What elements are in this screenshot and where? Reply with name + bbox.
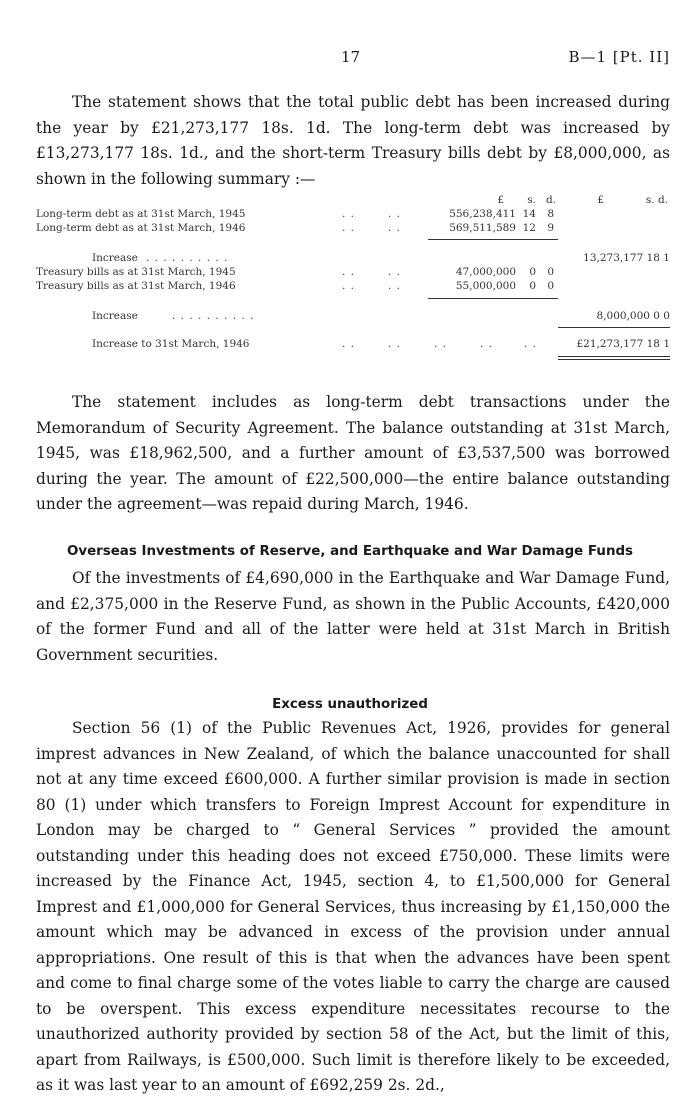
leader-dots: . . <box>524 338 538 350</box>
pence-value: 9 <box>547 222 554 234</box>
header-pounds: £ <box>497 194 504 206</box>
pence-value: 0 <box>547 280 554 292</box>
row-label: Increase to 31st March, 1946 <box>92 338 250 350</box>
row-label: Increase <box>92 310 138 322</box>
leader-dots: . . <box>388 280 402 292</box>
header-shillings: s. <box>527 194 536 206</box>
leader-dots: . . <box>388 338 402 350</box>
row-treasury-1945 <box>36 266 672 280</box>
row-treasury-increase <box>36 310 672 324</box>
shillings-value: 0 <box>529 280 536 292</box>
leader-dots: . . <box>388 266 402 278</box>
leader-dots: . . <box>342 266 356 278</box>
row-label: Treasury bills as at 31st March, 1945 <box>36 266 236 278</box>
pounds-value: 556,238,411 <box>449 208 516 220</box>
leader-dots: . . <box>388 222 402 234</box>
leader-dots: . . <box>480 338 494 350</box>
row-treasury-1946 <box>36 280 672 294</box>
header-pence: d. <box>545 194 556 206</box>
overseas-paragraph: Of the investments of £4,690,000 in the Earthquake and War Damage Fund, and £2,375,000 in the Reserve Fund, as shown in the Public Accounts, £420,000 of the former Fund and all of the latter were held at 31st March in British Government securities. <box>36 569 670 664</box>
shillings-value: 0 <box>529 266 536 278</box>
leader-dots: . . <box>342 280 356 292</box>
shillings-value: 14 <box>522 208 536 220</box>
header-pounds-total: £ <box>597 194 604 206</box>
row-label: Long-term debt as at 31st March, 1946 <box>36 222 246 234</box>
double-rule-top <box>558 356 670 357</box>
row-long-term-1946 <box>36 222 672 236</box>
excess-paragraph: Section 56 (1) of the Public Revenues Act, 1926, provides for general imprest advances in New Zealand, of which the balance unaccounted for shall not at any time exceed £600,000. A further similar provision is made in section 80 (1) under which transfers to Foreign Imprest Account for expenditure in London may be charged to “ General Services ” provided the amount outstanding under this heading does not exceed £750,000. These limits were increased by the Finance Act, 1945, section 4, to £1,500,000 for General Imprest and £1,000,000 for General Services, thus increasing by £1,150,000 the amount which may be advanced in excess of the provision under annual appropriations. One result of this is that when the advances have been spent and come to final charge some of the votes liable to carry the charge are caused to be overspent. This excess expenditure necessitates recourse to the unauthorized authority provided by section 58 of the Act, but the limit of this, apart from Railways, is £500,000. Such limit is therefore likely to be exceeded, as it was last year to an amount of £692,259 2s. 2d., <box>36 719 670 1094</box>
pounds-value: 569,511,589 <box>449 222 516 234</box>
subtotal-rule <box>428 298 558 299</box>
total-value: 13,273,177 18 1 <box>583 252 670 264</box>
leader-dots: . . . . . . . . . . <box>172 310 255 322</box>
debt-summary-table <box>36 194 672 382</box>
total-value: 8,000,000 0 0 <box>596 310 670 322</box>
total-value: £21,273,177 18 1 <box>576 338 670 350</box>
pounds-value: 47,000,000 <box>455 266 516 278</box>
subtotal-rule <box>428 239 558 240</box>
row-label: Increase <box>92 252 138 264</box>
pounds-value: 55,000,000 <box>455 280 516 292</box>
leader-dots: . . <box>388 208 402 220</box>
leader-dots: . . <box>434 338 448 350</box>
excess-heading: Excess unauthorized <box>272 697 428 712</box>
pence-value: 0 <box>547 266 554 278</box>
page-header <box>0 48 700 72</box>
row-label: Long-term debt as at 31st March, 1945 <box>36 208 246 220</box>
row-label: Treasury bills as at 31st March, 1946 <box>36 280 236 292</box>
row-long-term-1945 <box>36 208 672 222</box>
row-grand-total <box>36 338 672 352</box>
leader-dots: . . . . . . . . . . <box>146 252 229 264</box>
shillings-value: 12 <box>522 222 536 234</box>
header-sd-total: s. d. <box>645 194 668 206</box>
total-rule <box>558 327 670 328</box>
row-long-term-increase <box>36 252 672 266</box>
document-reference: B—1 [Pt. II] <box>568 48 670 66</box>
leader-dots: . . <box>342 222 356 234</box>
leader-dots: . . <box>342 338 356 350</box>
intro-paragraph: The statement shows that the total public debt has been increased during the year by £21,273,177 18s. 1d. The long-term debt was increased by £13,273,177 18s. 1d., and the short-term Treasury bills debt by £8,000,000, as shown in the following summary :— <box>36 93 670 188</box>
leader-dots: . . <box>342 208 356 220</box>
double-rule-bottom <box>558 359 670 360</box>
overseas-heading: Overseas Investments of Reserve, and Earthquake and War Damage Funds <box>66 544 634 559</box>
security-agreement-paragraph: The statement includes as long-term debt transactions under the Memorandum of Security Agreement. The balance outstanding at 31st March, 1945, was £18,962,500, and a further amount of £3,537,500 was borrowed during the year. The amount of £22,500,000—the entire balance outstanding under the agreement—was repaid during March, 1946. <box>36 393 670 513</box>
page-number: 17 <box>341 48 361 66</box>
pence-value: 8 <box>547 208 554 220</box>
